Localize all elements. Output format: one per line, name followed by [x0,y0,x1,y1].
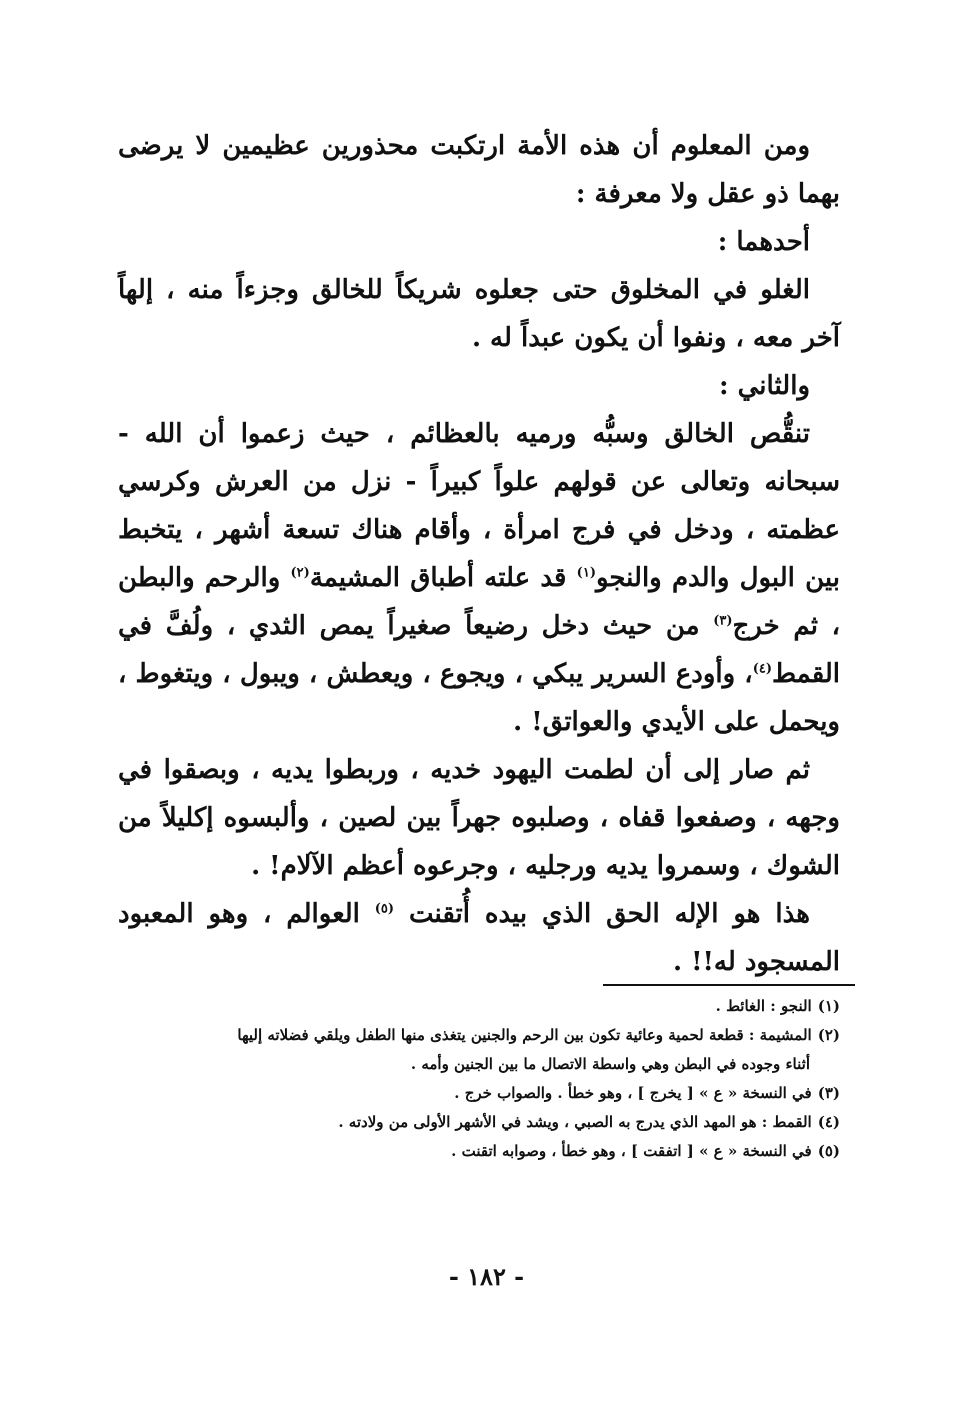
heading-second: والثاني : [718,371,810,401]
footnote-number: (١) [817,997,840,1015]
footnote-marker-5[interactable]: (٥) [374,901,395,917]
footnote-3 [118,1079,840,1108]
footnote-text: في النسخة « ع » [ اتفقت ] ، وهو خطأ ، وصوابه اتقنت . [451,1142,812,1160]
footnote-marker-4[interactable]: (٤) [752,661,772,677]
footnote-5 [118,1137,840,1166]
paragraph-second-part-a: تنقُّص الخالق وسبُّه ورميه بالعظائم ، حيث زعموا أن الله - سبحانه وتعالى عن قولهم علواً كبيراً - نزل من العرش وكرسي عظمته ، ودخل في فرج امرأة ، وأقام هناك تسعة أشهر ، يتخبط بين البول والدم والنجو [118,419,840,593]
main-text [118,122,840,986]
footnote-text: القمط : هو المهد الذي يدرج به الصبي ، ويشد في الأشهر الأولى من ولادته . [338,1113,812,1131]
paragraph-second [118,410,840,746]
page-number: - ١٨٢ - [448,1262,525,1291]
footnote-marker-2[interactable]: (٢) [290,565,310,581]
footnote-text: المشيمة : قطعة لحمية وعائية تكون بين الرحم والجنين يتغذى منها الطفل ويلقي فضلاته إليها [237,1026,812,1044]
paragraph-fourth-part-a: هذا هو الإله الحق الذي بيده أُتقنت [394,899,810,929]
footnote-text: النجو : الغائط . [715,997,812,1015]
footnote-1 [118,992,840,1021]
footnote-marker-1[interactable]: (١) [576,565,596,581]
footnote-marker-3[interactable]: (٣) [713,613,733,629]
footnote-number: (٥) [817,1142,840,1160]
paragraph-second-part-e: ، وأودع السرير يبكي ، ويجوع ، ويعطش ، ويبول ، ويتغوط ، ويحمل على الأيدي والعواتق! . [118,659,840,737]
paragraph-third: ثم صار إلى أن لطمت اليهود خديه ، وربطوا يديه ، وبصقوا في وجهه ، وصفعوا قفاه ، وصلبوه جهراً بين لصين ، وألبسوه إكليلاً من الشوك ، وسمروا يديه ورجليه ، وجرعوه أعظم الآلام! . [118,755,840,881]
footnote-number: (٣) [817,1084,840,1102]
footnote-number: (٢) [817,1026,840,1044]
footnote-text-continuation: أثناء وجوده في البطن وهي واسطة الاتصال ما بين الجنين وأمه . [410,1055,810,1073]
heading-first: أحدهما : [717,227,810,257]
paragraph-first: الغلو في المخلوق حتى جعلوه شريكاً للخالق وجزءاً منه ، إلهاً آخر معه ، ونفوا أن يكون عبداً له . [118,275,840,353]
footnote-4 [118,1108,840,1137]
paragraph-fourth [118,890,840,986]
footnotes [118,992,840,1166]
footnote-2 [118,1021,840,1079]
paragraph-second-part-b: قد علته أطباق المشيمة [309,563,577,593]
paragraph-fourth-part-b: العوالم ، وهو المعبود المسجود له!! . [118,899,840,977]
footnote-text: في النسخة « ع » [ يخرج ] ، وهو خطأ . والصواب خرج . [454,1084,812,1102]
paragraph-intro: ومن المعلوم أن هذه الأمة ارتكبت محذورين عظيمين لا يرضى بهما ذو عقل ولا معرفة : [118,131,840,209]
footnote-number: (٤) [817,1113,840,1131]
paragraph-second-part-d: من حيث دخل رضيعاً صغيراً يمص الثدي ، ولُفَّ في القمط [118,611,840,689]
footnote-divider [603,984,855,986]
paragraph-second-part-c: والرحم والبطن ، ثم خرج [118,563,840,641]
